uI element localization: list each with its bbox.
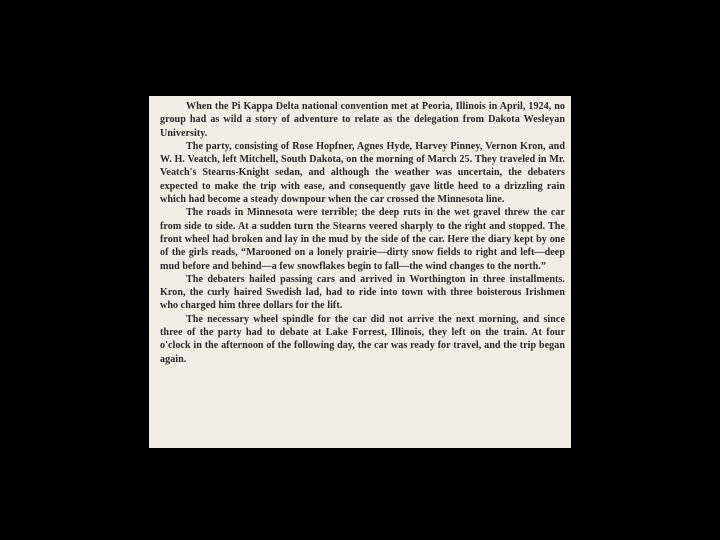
paragraph-5: The necessary wheel spindle for the car did not arrive the next morning, and since three of the party had to debate at Lake Forrest, Illinois, they left on the train. At four o'clock in the afternoon of the following day, the car was ready for travel, and the trip began again. <box>160 313 565 365</box>
paragraph-4: The debaters hailed passing cars and arrived in Worthington in three installments. Kron, the curly haired Swedish lad, had to ride into town with three boisterous Irishmen who charged him three dollars for the lift. <box>160 273 565 312</box>
paragraph-2: The party, consisting of Rose Hopfner, Agnes Hyde, Harvey Pinney, Vernon Kron, and W. H. Veatch, left Mitchell, South Dakota, on the morning of March 25. They traveled in Mr. Veatch's Stearns-Knight sedan, and although the weather was uncertain, the debaters expected to make the trip with ease, and consequently gave little heed to a drizzling rain which had become a steady downpour when the car crossed the Minnesota line. <box>160 140 565 206</box>
paragraph-3: The roads in Minnesota were terrible; the deep ruts in the wet gravel threw the car from side to side. At a sudden turn the Stearns veered sharply to the right and stopped. The front wheel had broken and lay in the mud by the side of the car. Here the diary kept by one of the girls reads, “Marooned on a lonely prairie—dirty snow fields to right and left—deep mud before and behind—a few snowflakes begin to fall—the wind changes to the north.” <box>160 207 565 272</box>
document-page <box>149 96 571 448</box>
paragraph-1: When the Pi Kappa Delta national convention met at Peoria, Illinois in April, 1924, no group had as wild a story of adventure to relate as the delegation from Dakota Wesleyan University. <box>160 101 565 139</box>
